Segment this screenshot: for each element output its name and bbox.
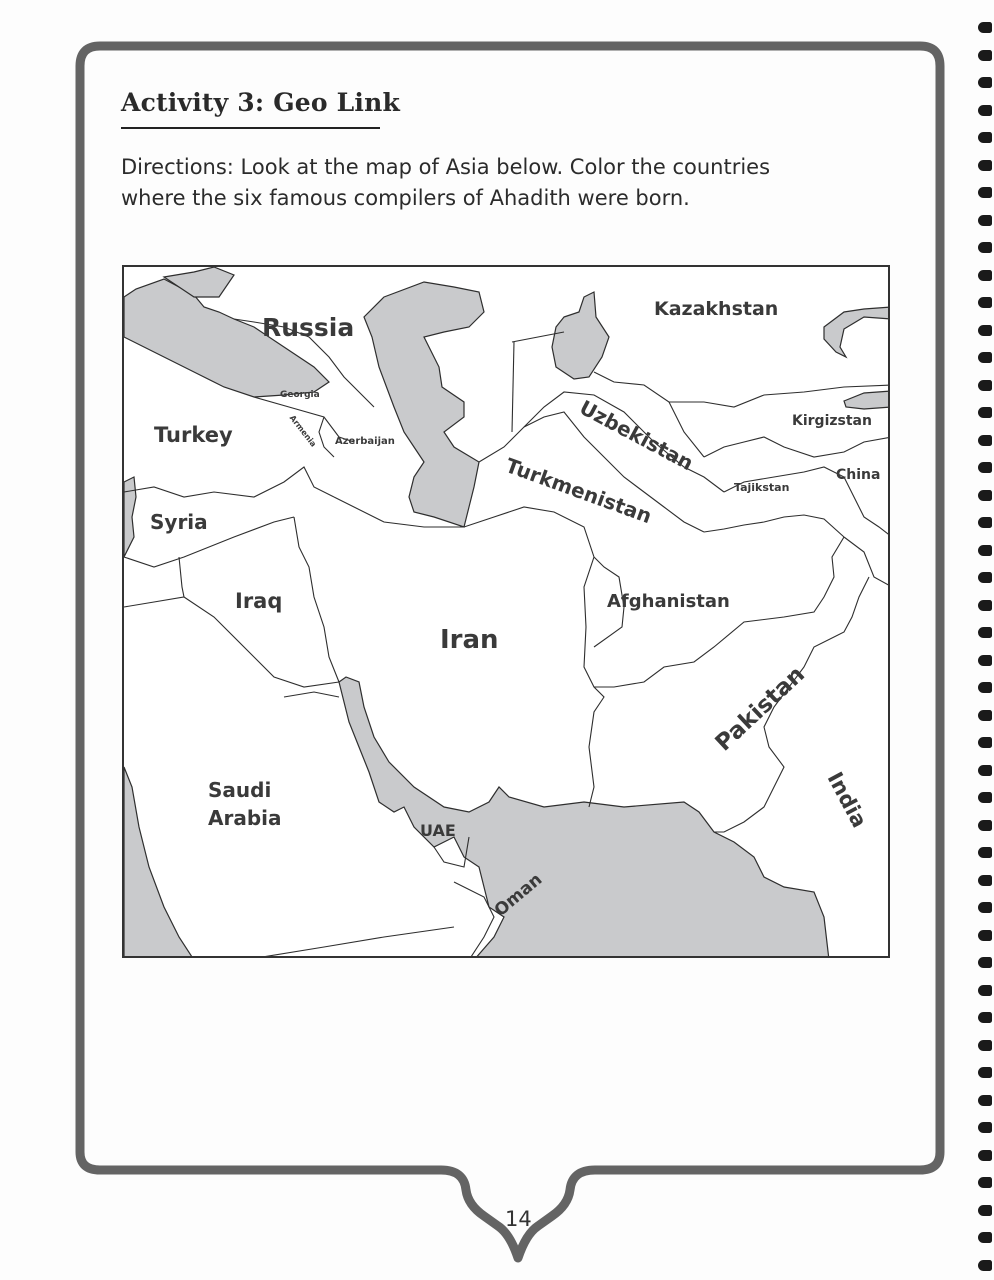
- page-number: 14: [505, 1207, 532, 1231]
- country-label-india: India: [822, 768, 872, 832]
- directions-line-2: where the six famous compilers of Ahadith were born.: [121, 186, 690, 210]
- country-label-china: China: [836, 467, 881, 483]
- caspian-sea: [364, 282, 484, 527]
- directions-text: [121, 152, 881, 214]
- country-label-turkmenistan: Turkmenistan: [502, 453, 655, 529]
- red-sea: [124, 767, 194, 958]
- activity-title: Activity 3: Geo Link: [121, 88, 400, 117]
- asia-map: [122, 265, 890, 958]
- country-label-saudi: Saudi: [208, 778, 272, 802]
- country-label-arabia: Arabia: [208, 806, 282, 830]
- country-label-afghanistan: Afghanistan: [607, 591, 730, 612]
- country-label-syria: Syria: [150, 510, 208, 534]
- mediterranean-sea: [124, 477, 136, 557]
- country-label-armenia: Armenia: [287, 413, 319, 449]
- lake-balkhash: [824, 307, 890, 357]
- country-label-iran: Iran: [440, 625, 499, 655]
- lake-issyk-kul: [844, 391, 890, 409]
- country-label-kirgizstan: Kirgizstan: [792, 413, 872, 429]
- country-label-kazakhstan: Kazakhstan: [654, 298, 779, 320]
- directions-line-1: Directions: Look at the map of Asia below. Color the countries: [121, 155, 771, 179]
- country-label-pakistan: Pakistan: [710, 661, 810, 757]
- country-label-iraq: Iraq: [235, 589, 283, 613]
- country-label-russia: Russia: [262, 313, 355, 342]
- title-underline: [121, 127, 380, 129]
- aral-sea: [552, 292, 609, 379]
- country-label-tajikstan: Tajikstan: [734, 481, 790, 494]
- country-label-turkey: Turkey: [154, 423, 233, 447]
- country-label-uzbekistan: Uzbekistan: [575, 395, 698, 476]
- country-label-uae: UAE: [420, 821, 456, 840]
- country-label-azerbaijan: Azerbaijan: [335, 436, 395, 447]
- country-label-oman: Oman: [490, 869, 547, 921]
- country-label-georgia: Georgia: [280, 390, 320, 400]
